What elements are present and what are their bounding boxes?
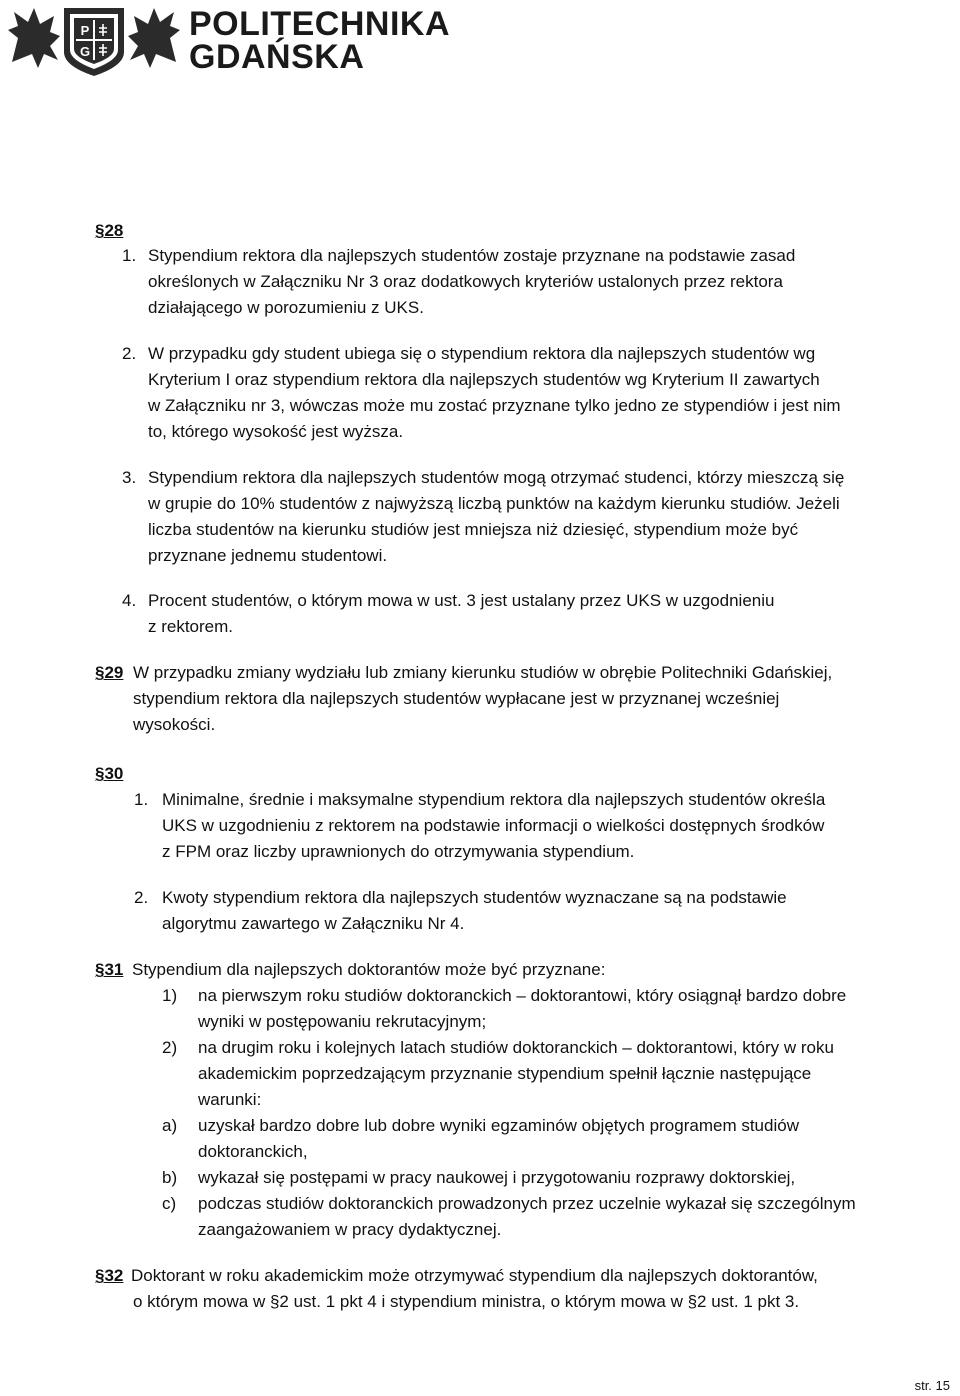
s28-item-4-number: 4. [122, 591, 137, 610]
s30-item-1-line-2: UKS w uzgodnieniu z rektorem na podstawie informacji o wielkości dostępnych środków [162, 816, 825, 835]
s31-point-2-number: 2) [162, 1038, 178, 1057]
logo-line-1: POLITECHNIKA [189, 5, 450, 43]
s32-line-2: o którym mowa w §2 ust. 1 pkt 4 i stypendium ministra, o którym mowa w §2 ust. 1 pkt 3. [133, 1292, 800, 1311]
s31-point-2-line-3: warunki: [198, 1090, 262, 1109]
page-number: str. 15 [914, 1378, 950, 1393]
svg-text:G: G [79, 44, 91, 59]
s31-point-a-number: a) [162, 1116, 178, 1135]
s30-item-2-line-1: Kwoty stypendium rektora dla najlepszych studentów wyznaczane są na podstawie [162, 888, 787, 907]
section-30-sign: §30 [95, 764, 124, 783]
s31-point-c-line-1: podczas studiów doktoranckich prowadzonych przez uczelnie wykazał się szczególnym [198, 1194, 856, 1213]
s30-item-2-line-2: algorytmu zawartego w Załączniku Nr 4. [162, 914, 465, 933]
s31-point-c-number: c) [162, 1194, 177, 1213]
s31-intro: Stypendium dla najlepszych doktorantów może być przyznane: [132, 960, 606, 979]
s31-point-1-line-1: na pierwszym roku studiów doktoranckich – doktorantowi, który osiągnął bardzo dobre [198, 986, 847, 1005]
s28-item-2-line-2: Kryterium I oraz stypendium rektora dla najlepszych studentów wg Kryterium II zawartych [148, 370, 820, 389]
s28-item-3-line-2: w grupie do 10% studentów z najwyższą liczbą punktów na każdym kierunku studiów. Jeżeli [148, 494, 840, 513]
griffins-crest-icon [4, 2, 184, 78]
s28-item-2-line-1: W przypadku gdy student ubiega się o stypendium rektora dla najlepszych studentów wg [148, 344, 816, 363]
s28-item-1-line-1: Stypendium rektora dla najlepszych studentów zostaje przyznane na podstawie zasad [148, 246, 796, 265]
s28-item-1-line-3: działającego w porozumieniu z UKS. [148, 298, 424, 317]
s28-item-2-line-3: w Załączniku nr 3, wówczas może mu zostać przyznane tylko jedno ze stypendiów i jest nim [148, 396, 841, 415]
s31-point-1-number: 1) [162, 986, 178, 1005]
s28-item-1-line-2: określonych w Załączniku Nr 3 oraz dodatkowych kryteriów ustalonych przez rektora [148, 272, 783, 291]
s29-line-3: wysokości. [133, 715, 216, 734]
svg-text:P: P [80, 23, 90, 38]
logo-wordmark [189, 5, 450, 76]
s30-item-1-number: 1. [134, 790, 149, 809]
s31-point-c-line-2: zaangażowaniem w pracy dydaktycznej. [198, 1220, 502, 1239]
s31-point-a-line-1: uzyskał bardzo dobre lub dobre wyniki egzaminów objętych programem studiów [198, 1116, 799, 1135]
s28-item-3-line-1: Stypendium rektora dla najlepszych studentów mogą otrzymać studenci, którzy mieszczą się [148, 468, 845, 487]
logo-line-2: GDAŃSKA [189, 38, 365, 76]
s28-item-2-line-4: to, którego wysokość jest wyższa. [148, 422, 404, 441]
s28-item-2-number: 2. [122, 344, 137, 363]
s28-item-4-line-1: Procent studentów, o którym mowa w ust. 3 jest ustalany przez UKS w uzgodnieniu [148, 591, 775, 610]
s28-item-1-number: 1. [122, 246, 137, 265]
s30-item-1-line-3: z FPM oraz liczby uprawnionych do otrzymywania stypendium. [162, 842, 635, 861]
s31-point-b-line-1: wykazał się postępami w pracy naukowej i przygotowaniu rozprawy doktorskiej, [198, 1168, 796, 1187]
section-31-sign: §31 [95, 960, 124, 979]
s30-item-1-line-1: Minimalne, średnie i maksymalne stypendium rektora dla najlepszych studentów określa [162, 790, 826, 809]
s28-item-3-line-3: liczba studentów na kierunku studiów jest mniejsza niż dziesięć, stypendium może być [148, 520, 799, 539]
section-29-sign: §29 [95, 663, 124, 682]
section-28-sign: §28 [95, 221, 124, 240]
s31-point-a-line-2: doktoranckich, [198, 1142, 308, 1161]
s29-line-2: stypendium rektora dla najlepszych studentów wypłacane jest w przyznanej wcześniej [133, 689, 780, 708]
s31-point-2-line-1: na drugim roku i kolejnych latach studiów doktoranckich – doktorantowi, który w roku [198, 1038, 834, 1057]
s31-point-b-number: b) [162, 1168, 178, 1187]
s29-line-1: W przypadku zmiany wydziału lub zmiany kierunku studiów w obrębie Politechniki Gdańskiej, [133, 663, 833, 682]
s28-item-4-line-2: z rektorem. [148, 617, 234, 636]
s28-item-3-line-4: przyznane jednemu studentowi. [148, 546, 388, 565]
university-logo [4, 2, 450, 78]
section-32-sign: §32 [95, 1266, 124, 1285]
s31-point-1-line-2: wyniki w postępowaniu rekrutacyjnym; [198, 1012, 487, 1031]
s32-line-1: Doktorant w roku akademickim może otrzymywać stypendium dla najlepszych doktorantów, [131, 1266, 818, 1285]
s31-point-2-line-2: akademickim poprzedzającym przyznanie stypendium spełnił łącznie następujące [198, 1064, 812, 1083]
s30-item-2-number: 2. [134, 888, 149, 907]
s28-item-3-number: 3. [122, 468, 137, 487]
